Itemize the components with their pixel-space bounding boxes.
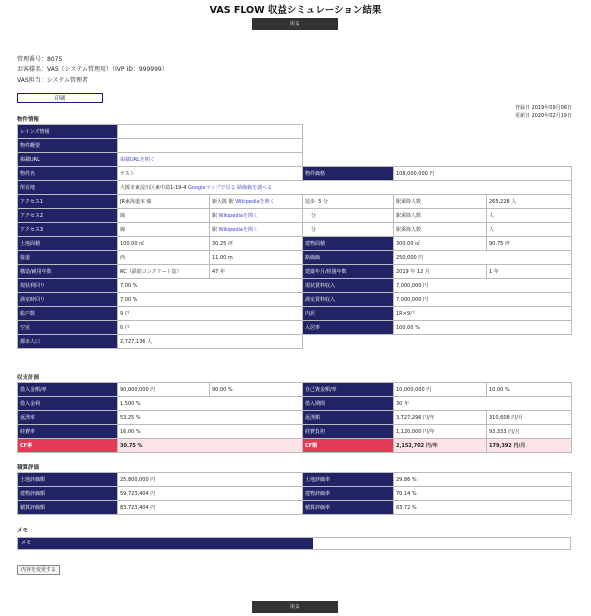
land-area-tsubo: 30.25 坪 [210, 237, 303, 251]
table-row [18, 139, 572, 153]
passengers2-value: 人 [487, 209, 572, 223]
url-label: 掲載URL [18, 153, 118, 167]
table-row [18, 335, 572, 349]
road-direction: 西 [118, 251, 210, 265]
yield-full-label: 満室時回り [18, 293, 118, 307]
wikipedia-link-3[interactable]: Wikipediaを開く [218, 227, 258, 233]
table-row [18, 473, 572, 487]
table-row [18, 237, 572, 251]
back-button-top[interactable]: 戻る [252, 18, 338, 30]
table-row [18, 439, 572, 453]
structure-label: 構造/耐用年数 [18, 265, 118, 279]
route-price-value: 250,000 円 [394, 251, 572, 265]
access3-label: アクセス3 [18, 223, 118, 237]
google-map-link[interactable]: Googleマップで見る [187, 185, 236, 191]
repay-label: 返済額 [303, 411, 394, 425]
built-value: 2019 年 12 月 [394, 265, 487, 279]
open-url-link[interactable]: 掲載URLを開く [120, 157, 155, 163]
memo-label: メモ [18, 538, 313, 549]
population-label: 都市人口 [18, 335, 118, 349]
cost-year: 1,120,000 円/年 [394, 425, 487, 439]
name-value: テスト [118, 167, 303, 181]
built-label: 建築年月/経過年数 [303, 265, 394, 279]
vas-staff: VAS担当：システム管理者 [17, 77, 89, 84]
cf-month: 179,392 円/月 [487, 439, 572, 453]
price-value: 108,000,000 円 [394, 167, 572, 181]
route-price-label: 路線価 [303, 251, 394, 265]
yield-full-value: 7.00 % [118, 293, 303, 307]
useful-life: 47 年 [210, 265, 303, 279]
table-row [18, 501, 572, 515]
route-price-link[interactable]: 路線価を調べる [237, 185, 273, 191]
table-row [18, 181, 572, 195]
access2-station: 駅 [212, 213, 218, 219]
wikipedia-link-2[interactable]: Wikipediaを開く [218, 213, 258, 219]
vacant-value: 0 戸 [118, 321, 303, 335]
repay-year: 3,727,296 円/年 [394, 411, 487, 425]
rate-value: 1.500 % [118, 397, 303, 411]
building-valuation-value: 59,723,404 円 [118, 487, 303, 501]
table-row [18, 425, 572, 439]
term-label: 借入期間 [303, 397, 394, 411]
table-row [18, 195, 572, 209]
loan-amount: 90,000,000 円 [118, 383, 210, 397]
memo-field [17, 537, 571, 550]
building-area-m2: 300.00 ㎡ [394, 237, 487, 251]
population-value: 2,727,136 人 [118, 335, 303, 349]
cf-label: CF額 [303, 439, 394, 453]
land-area-m2: 100.00 ㎡ [118, 237, 210, 251]
cost-label: 経費負担 [303, 425, 394, 439]
cf-ratio-label: CF率 [18, 439, 118, 453]
building-valuation-rate-label: 建物評価率 [303, 487, 394, 501]
table-row [18, 293, 572, 307]
access3-station: 駅 [212, 227, 218, 233]
road-label: 接道 [18, 251, 118, 265]
occupancy-label: 入居率 [303, 321, 394, 335]
table-row [18, 251, 572, 265]
cost-ratio-label: 経費率 [18, 425, 118, 439]
cost-month: 93,333 円/月 [487, 425, 572, 439]
table-row [18, 167, 572, 181]
table-row [18, 383, 572, 397]
table-row [18, 397, 572, 411]
own-funds-amount: 10,000,000 円 [394, 383, 487, 397]
table-row [18, 307, 572, 321]
own-funds-ratio: 10.00 % [487, 383, 572, 397]
passengers1-value: 265,228 人 [487, 195, 572, 209]
total-valuation-rate-label: 積算評価率 [303, 501, 394, 515]
units-label: 総戸数 [18, 307, 118, 321]
walk3-value: 分 [303, 223, 394, 237]
vacant-label: 空室 [18, 321, 118, 335]
table-row [18, 209, 572, 223]
rent-now-value: 7,000,000 円 [394, 279, 572, 293]
passengers-label: 駅乗降人数 [394, 195, 487, 209]
land-valuation-value: 25,800,000 円 [118, 473, 303, 487]
total-valuation-value: 83,723,404 円 [118, 501, 303, 515]
walk1-value: 5 分 [318, 199, 328, 205]
walk-label: 徒歩 [305, 199, 316, 205]
table-row [18, 279, 572, 293]
elapsed-value: 1 年 [487, 265, 572, 279]
units-value: 9 戸 [118, 307, 303, 321]
table-row [18, 487, 572, 501]
occupancy-value: 100.00 % [394, 321, 572, 335]
section-valuation: 積算評価 [17, 465, 40, 471]
overview-label: 物件概要 [18, 139, 118, 153]
passengers3-value: 人 [487, 223, 572, 237]
name-label: 物件名 [18, 167, 118, 181]
table-row [18, 411, 572, 425]
table-row [18, 265, 572, 279]
mgmt-number: 管理番号：8075 [17, 56, 63, 63]
access2-line: 線 [118, 209, 210, 223]
term-value: 30 年 [394, 397, 572, 411]
cost-ratio-value: 16.00 % [118, 425, 303, 439]
income-table [17, 382, 572, 453]
reins-label: レインズ情報 [18, 125, 118, 139]
customer-name: お客様名：VAS（システム管理用）（IVP ID：999999） [17, 66, 168, 73]
road-width: 11.00 m [210, 251, 303, 265]
property-table [17, 124, 572, 349]
table-row [18, 153, 572, 167]
access2-label: アクセス2 [18, 209, 118, 223]
access1-station: 新大阪 駅 [212, 199, 234, 205]
cf-year: 2,152,702 円/年 [394, 439, 487, 453]
table-row [18, 125, 572, 139]
land-valuation-label: 土地評価額 [18, 473, 118, 487]
land-valuation-rate-label: 土地評価率 [303, 473, 394, 487]
registered-date: 登録日 2019年09月06日 [514, 105, 572, 111]
print-button[interactable]: 印刷 [17, 93, 103, 103]
repay-ratio-value: 53.25 % [118, 411, 303, 425]
rent-now-label: 現状賃料収入 [303, 279, 394, 293]
building-valuation-label: 建物評価額 [18, 487, 118, 501]
rent-full-value: 7,000,000 円 [394, 293, 572, 307]
address-value: 大阪市東淀川区東中島1-19-4 [120, 185, 187, 191]
table-row [18, 321, 572, 335]
land-area-label: 土地面積 [18, 237, 118, 251]
yield-now-value: 7.00 % [118, 279, 303, 293]
section-property: 物件情報 [17, 117, 40, 123]
table-row [18, 223, 572, 237]
building-area-label: 建物面積 [303, 237, 394, 251]
loan-ratio: 90.00 % [210, 383, 303, 397]
edit-content-button[interactable]: 内容を変更する [17, 565, 60, 575]
own-funds-label: 自己資金額/率 [303, 383, 394, 397]
page-title: VAS FLOW 収益シミュレーション結果 [209, 5, 382, 16]
passengers-label-2: 駅乗降人数 [394, 209, 487, 223]
repay-month: 310,608 円/月 [487, 411, 572, 425]
price-label: 物件価格 [303, 167, 394, 181]
wikipedia-link-1[interactable]: Wikipediaを開く [235, 199, 275, 205]
access1-line: JR東海道本 線 [118, 195, 210, 209]
yield-now-label: 現状利回り [18, 279, 118, 293]
breakdown-value: 1R×9戸 [394, 307, 572, 321]
access1-label: アクセス1 [18, 195, 118, 209]
building-area-tsubo: 90.75 坪 [487, 237, 572, 251]
walk2-value: 分 [303, 209, 394, 223]
section-income: 収支計画 [17, 375, 40, 381]
valuation-table [17, 472, 572, 515]
cf-ratio-value: 30.75 % [118, 439, 303, 453]
rent-full-label: 満室賃料収入 [303, 293, 394, 307]
passengers-label-3: 駅乗降人数 [394, 223, 487, 237]
loan-label: 借入金額/率 [18, 383, 118, 397]
total-valuation-rate: 83.72 % [394, 501, 572, 515]
total-valuation-label: 積算評価額 [18, 501, 118, 515]
back-button-bottom[interactable]: 戻る [252, 601, 338, 613]
structure-value: RC（鉄筋コンクリート造） [118, 265, 210, 279]
address-label: 所在地 [18, 181, 118, 195]
updated-date: 更新日 2020年02月19日 [514, 113, 572, 119]
building-valuation-rate: 70.14 % [394, 487, 572, 501]
land-valuation-rate: 29.86 % [394, 473, 572, 487]
access3-line: 線 [118, 223, 210, 237]
repay-ratio-label: 返済率 [18, 411, 118, 425]
breakdown-label: 内訳 [303, 307, 394, 321]
rate-label: 借入金利 [18, 397, 118, 411]
section-memo: メモ [17, 528, 29, 534]
